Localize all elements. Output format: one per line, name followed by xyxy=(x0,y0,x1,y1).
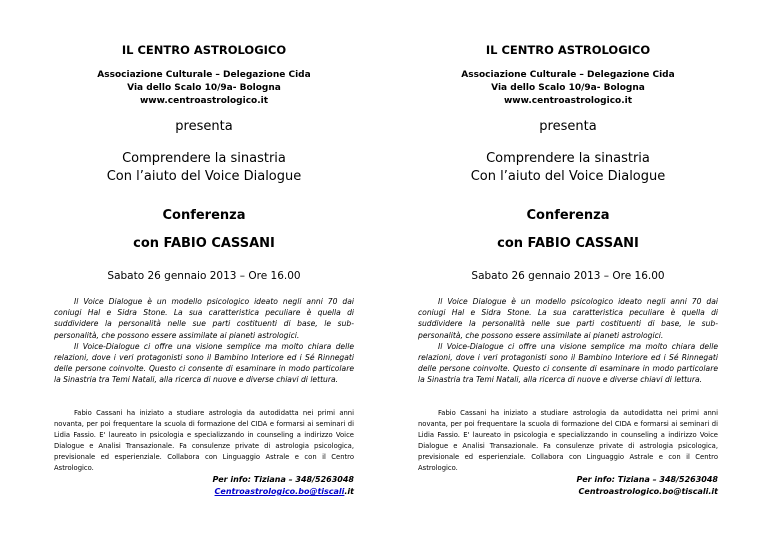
bio-text: Fabio Cassani ha iniziato a studiare astrologia da autodidatta nei primi anni novanta, per poi frequentare la scuola di formazione del CIDA e formarsi ai seminari di Lidia Fassio. E' laureato in psicologia e specializzando in counseling a indirizzo Voice Dialogue e Analisi Transazionale. Fa consulenze private di astrologia psicologica, previsionale ed esperienziale. Collabora con Linguaggio Astrale e con il Centro Astrologico. xyxy=(418,409,718,472)
presenta-label: presenta xyxy=(175,119,233,134)
description-paragraph xyxy=(54,296,354,386)
website-link[interactable]: www.centroastrologico.it xyxy=(139,96,269,106)
event-date: Sabato 26 gennaio 2013 – Ore 16.00 xyxy=(471,270,665,282)
address: Via dello Scalo 10/9a- Bologna xyxy=(491,83,645,93)
website-link[interactable]: www.centroastrologico.it xyxy=(503,96,633,106)
bio-paragraph xyxy=(418,408,718,474)
topic-line-2: Con l’aiuto del Voice Dialogue xyxy=(106,169,302,184)
page-title: IL CENTRO ASTROLOGICO xyxy=(485,43,651,57)
email-link[interactable]: Centroastrologico.bo@tiscali xyxy=(578,487,709,496)
description-part-2: Il Voice-Dialogue ci offre una visione semplice ma molto chiara delle relazioni, dove i veri protagonisti sono il Bambino Interiore ed i Sé Rinnegati delle persone coinvolte. Questo ci consente di esaminare in modo particolare la Sinastria tra Temi Natali, alla ricerca di nuove e diverse chiavi di lettura. xyxy=(418,341,718,385)
description-paragraph xyxy=(418,296,718,386)
address: Via dello Scalo 10/9a- Bologna xyxy=(127,83,281,93)
conference-label: Conferenza xyxy=(162,208,246,223)
bio-text: Fabio Cassani ha iniziato a studiare astrologia da autodidatta nei primi anni novanta, per poi frequentare la scuola di formazione del CIDA e formarsi ai seminari di Lidia Fassio. E' laureato in psicologia e specializzando in counseling a indirizzo Voice Dialogue e Analisi Transazionale. Fa consulenze private di astrologia psicologica, previsionale ed esperienziale. Collabora con Linguaggio Astrale e con il Centro Astrologico. xyxy=(54,409,354,472)
contact-info xyxy=(134,474,354,498)
email-link[interactable]: Centroastrologico.bo@tiscali xyxy=(214,487,345,496)
topic-heading xyxy=(54,150,354,186)
contact-email[interactable] xyxy=(498,486,718,498)
contact-phone: Per info: Tiziana – 348/5263048 xyxy=(212,475,354,484)
topic-line-2: Con l’aiuto del Voice Dialogue xyxy=(470,169,666,184)
description-part-1: Il Voice Dialogue è un modello psicologico ideato negli anni 70 dai coniugi Hal e Sidra Stone. La sua caratteristica peculiare è quella di suddividere la personalità nelle sue parti costituenti di base, le sub-personalità, che possono essere assimilate ai pianeti astrologici. xyxy=(54,297,354,340)
page-title: IL CENTRO ASTROLOGICO xyxy=(121,43,287,57)
presenta-label: presenta xyxy=(539,119,597,134)
topic-line-1: Comprendere la sinastria xyxy=(122,151,286,166)
association-block xyxy=(54,69,354,108)
conference-label: Conferenza xyxy=(526,208,610,223)
topic-heading xyxy=(418,150,718,186)
description-part-1: Il Voice Dialogue è un modello psicologico ideato negli anni 70 dai coniugi Hal e Sidra Stone. La sua caratteristica peculiare è quella di suddividere la personalità nelle sue parti costituenti di base, le sub-personalità, che possono essere assimilate ai pianeti astrologici. xyxy=(418,297,718,340)
association-name: Associazione Culturale – Delegazione Cida xyxy=(97,70,311,80)
email-suffix: .it xyxy=(344,487,354,496)
description-part-2: Il Voice-Dialogue ci offre una visione semplice ma molto chiara delle relazioni, dove i veri protagonisti sono il Bambino Interiore ed i Sé Rinnegati delle persone coinvolte. Questo ci consente di esaminare in modo particolare la Sinastria tra Temi Natali, alla ricerca di nuove e diverse chiavi di lettura. xyxy=(54,341,354,385)
contact-info xyxy=(498,474,718,498)
association-block xyxy=(418,69,718,108)
speaker-name: con FABIO CASSANI xyxy=(497,236,639,251)
topic-line-1: Comprendere la sinastria xyxy=(486,151,650,166)
association-name: Associazione Culturale – Delegazione Cida xyxy=(461,70,675,80)
event-date: Sabato 26 gennaio 2013 – Ore 16.00 xyxy=(107,270,301,282)
contact-email[interactable] xyxy=(134,486,354,498)
contact-phone: Per info: Tiziana – 348/5263048 xyxy=(576,475,718,484)
email-suffix: .it xyxy=(708,487,718,496)
bio-paragraph xyxy=(54,408,354,474)
speaker-name: con FABIO CASSANI xyxy=(133,236,275,251)
